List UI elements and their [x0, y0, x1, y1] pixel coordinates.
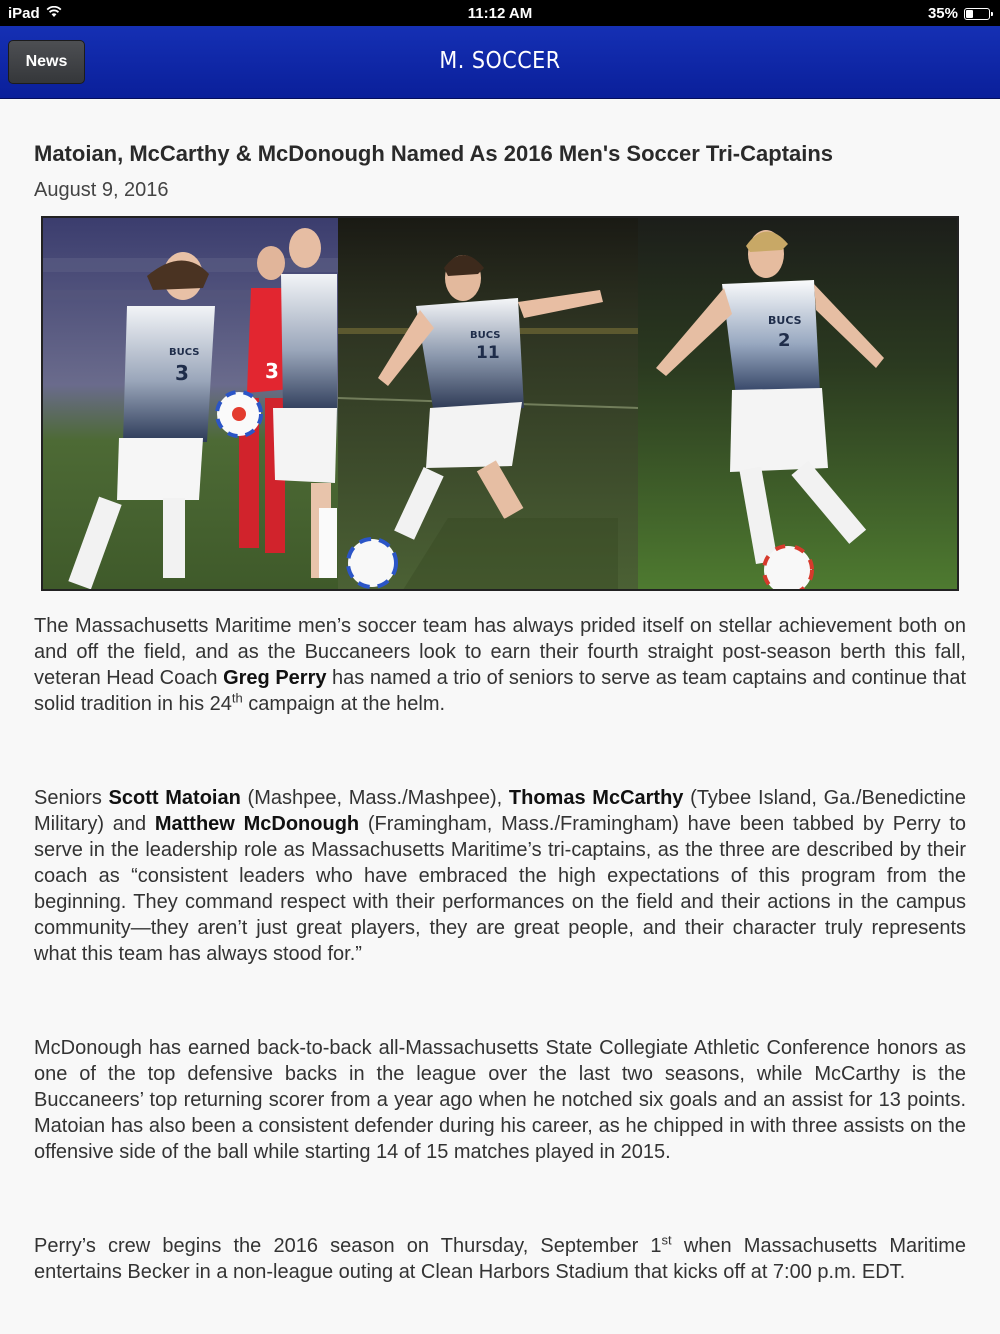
text-run: (Tybee Island, Ga./Benedictine Military) and: [34, 787, 966, 835]
svg-text:3: 3: [265, 359, 279, 383]
svg-text:BUCS: BUCS: [768, 314, 802, 327]
news-back-button[interactable]: News: [8, 40, 85, 84]
battery-percent: 35%: [927, 5, 958, 22]
text-run: (Framingham, Mass./Framingham) have been tabbed by Perry to serve in the leadership role as Massachusetts Maritime’s tri-captains, as the three are described by their coach as “consistent leaders who have embraced the high expectations of this program from the beginning. They command respect with their performances on the field and their actions in the campus community—they aren’t just great players, they are great people, and their character truly represents what this team has always stood for.”: [34, 813, 966, 965]
svg-text:3: 3: [175, 361, 189, 385]
device-label: iPad: [8, 5, 40, 22]
article-paragraph: [34, 613, 966, 717]
status-bar: [0, 0, 1000, 26]
article-date: August 9, 2016: [34, 179, 169, 201]
article-photo: [41, 216, 959, 591]
article-paragraph: [34, 1233, 966, 1285]
text-run: when Massachusetts Maritime entertains Becker in a non-league outing at Clean Harbors Stadium that kicks off at 7:00 p.m. EDT.: [34, 1235, 967, 1283]
svg-text:2: 2: [778, 330, 791, 351]
status-right: [928, 5, 990, 22]
navigation-bar: [0, 26, 1000, 99]
article-paragraph: [34, 785, 966, 967]
svg-text:BUCS: BUCS: [470, 330, 501, 341]
battery-fill: [966, 10, 973, 18]
photo-panel-mccarthy: [338, 218, 638, 589]
text-run: (Mashpee, Mass./Mashpee),: [240, 787, 509, 809]
article-title: Matoian, McCarthy & McDonough Named As 2016 Men's Soccer Tri-Captains: [34, 141, 834, 166]
svg-text:11: 11: [476, 343, 500, 363]
photo-panel-mcdonough: [638, 218, 957, 589]
nav-title: M. SOCCER: [439, 48, 561, 74]
superscript: st: [661, 1232, 672, 1248]
superscript: th: [231, 690, 243, 706]
bold-name: Matthew McDonough: [154, 813, 360, 835]
text-run: Seniors: [34, 787, 109, 809]
text-run: McDonough has earned back-to-back all-Massachusetts State Collegiate Athletic Conference honors as one of the top defensive backs in the league over the last two seasons, while McCarthy is the Buccaneers’ top returning scorer from a year ago when he notched six goals and an assist for 13 points. Matoian has also been a consistent defender during his career, as he chipped in with three assists on the offensive side of the ball while starting 14 of 15 matches played in 2015.: [34, 1037, 966, 1163]
status-time: 11:12 AM: [467, 5, 533, 22]
article-container: [34, 99, 966, 1285]
bold-name: Thomas McCarthy: [508, 787, 684, 809]
article-body: [34, 613, 966, 1285]
article-paragraph: [34, 1035, 966, 1165]
text-run: has named a trio of seniors to serve as team captains and continue that solid tradition in his 24: [34, 667, 966, 715]
bold-name: Scott Matoian: [108, 787, 241, 809]
text-run: The Massachusetts Maritime men’s soccer team has always prided itself on stellar achievement both on and off the field, and as the Buccaneers look to earn their fourth straight post-season berth this fall, veteran Head Coach: [34, 615, 966, 689]
jersey-text: BUCS: [169, 347, 200, 358]
text-run: Perry’s crew begins the 2016 season on Thursday, September 1: [34, 1235, 662, 1257]
bold-name: Greg Perry: [223, 667, 327, 689]
text-run: campaign at the helm.: [242, 693, 446, 715]
photo-panel-matoian: [43, 218, 338, 589]
battery-icon: [964, 8, 990, 20]
